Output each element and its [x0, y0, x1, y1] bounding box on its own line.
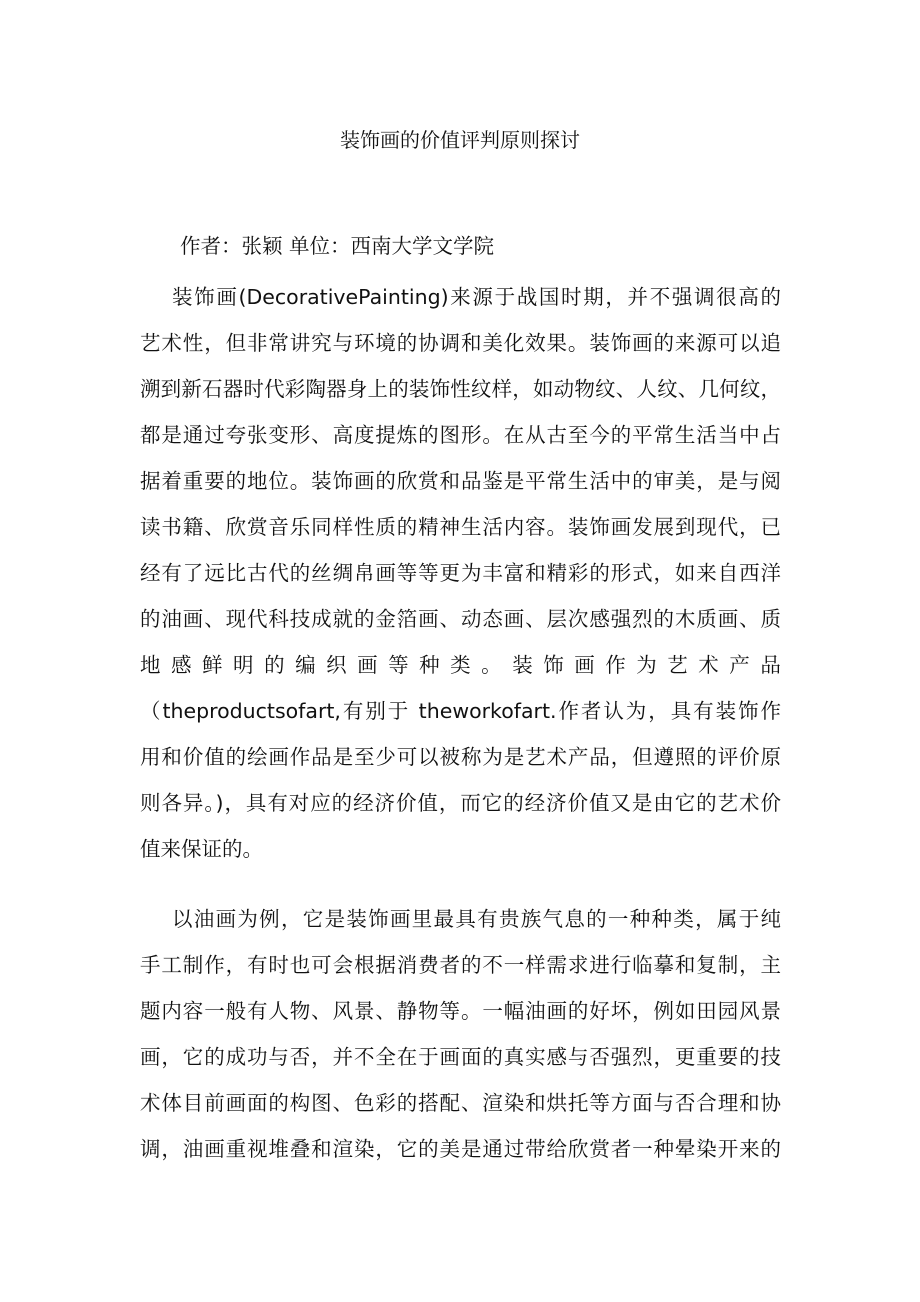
character: 织 [326, 653, 347, 677]
character: 感 [171, 653, 192, 677]
document-title: 装饰画的价值评判原则探讨 [340, 128, 580, 152]
character: 明 [233, 653, 254, 677]
text-line: 术体目前画面的构图、色彩的搭配、渲染和烘托等方面与否合理和协 [140, 1091, 781, 1115]
text-line: 手工制作，有时也可会根据消费者的不一样需求进行临摹和复制，主 [140, 953, 781, 977]
character: 编 [295, 653, 316, 677]
text-line: 据着重要的地位。装饰画的欣赏和品鉴是平常生活中的审美，是与阅 [140, 469, 781, 493]
character: 艺 [667, 653, 688, 677]
character: 鲜 [202, 653, 223, 677]
text-line: 题内容一般有人物、风景、静物等。一幅油画的好坏，例如田园风景 [140, 999, 781, 1023]
text-line: 画，它的成功与否，并不全在于画面的真实感与否强烈，更重要的技 [140, 1045, 781, 1069]
character: 装 [512, 653, 533, 677]
text-line: 则各异。)，具有对应的经济价值，而它的经济价值又是由它的艺术价 [140, 791, 781, 815]
text-line: 以油画为例，它是装饰画里最具有贵族气息的一种种类，属于纯 [172, 907, 781, 931]
character: 类 [450, 653, 471, 677]
text-line: 装饰画(DecorativePainting)来源于战国时期，并不强调很高的 [172, 285, 781, 309]
text-line: 艺术性，但非常讲究与环境的协调和美化效果。装饰画的来源可以追 [140, 331, 781, 355]
text-line: 的油画、现代科技成就的金箔画、动态画、层次感强烈的木质画、质 [140, 607, 781, 631]
text-line: 经有了远比古代的丝绸帛画等等更为丰富和精彩的形式，如来自西洋 [140, 561, 781, 585]
character: 术 [698, 653, 719, 677]
text-line: 读书籍、欣赏音乐同样性质的精神生活内容。装饰画发展到现代，已 [140, 515, 781, 539]
text-line: 溯到新石器时代彩陶器身上的装饰性纹样，如动物纹、人纹、几何纹， [140, 377, 781, 401]
text-line: 用和价值的绘画作品是至少可以被称为是艺术产品，但遵照的评价原 [140, 745, 781, 769]
author-line: 作者：张颖 单位：西南大学文学院 [180, 234, 495, 258]
character: 作 [605, 653, 626, 677]
character: 地 [140, 653, 161, 677]
text-line: （theproductsofart,有别于 theworkofart.作者认为，具有装饰作 [140, 699, 781, 723]
character: 画 [357, 653, 378, 677]
text-line: 调，油画重视堆叠和渲染，它的美是通过带给欣赏者一种晕染开来的 [140, 1137, 781, 1161]
character: 等 [388, 653, 409, 677]
character: 种 [419, 653, 440, 677]
character: 品 [760, 653, 781, 677]
character: 画 [574, 653, 595, 677]
text-line: 值来保证的。 [140, 837, 263, 861]
text-line: 都是通过夸张变形、高度提炼的图形。在从古至今的平常生活当中占 [140, 423, 781, 447]
character: 产 [729, 653, 750, 677]
character: 。 [481, 653, 502, 677]
character: 为 [636, 653, 657, 677]
character: 的 [264, 653, 285, 677]
character: 饰 [543, 653, 564, 677]
text-line [140, 651, 781, 679]
